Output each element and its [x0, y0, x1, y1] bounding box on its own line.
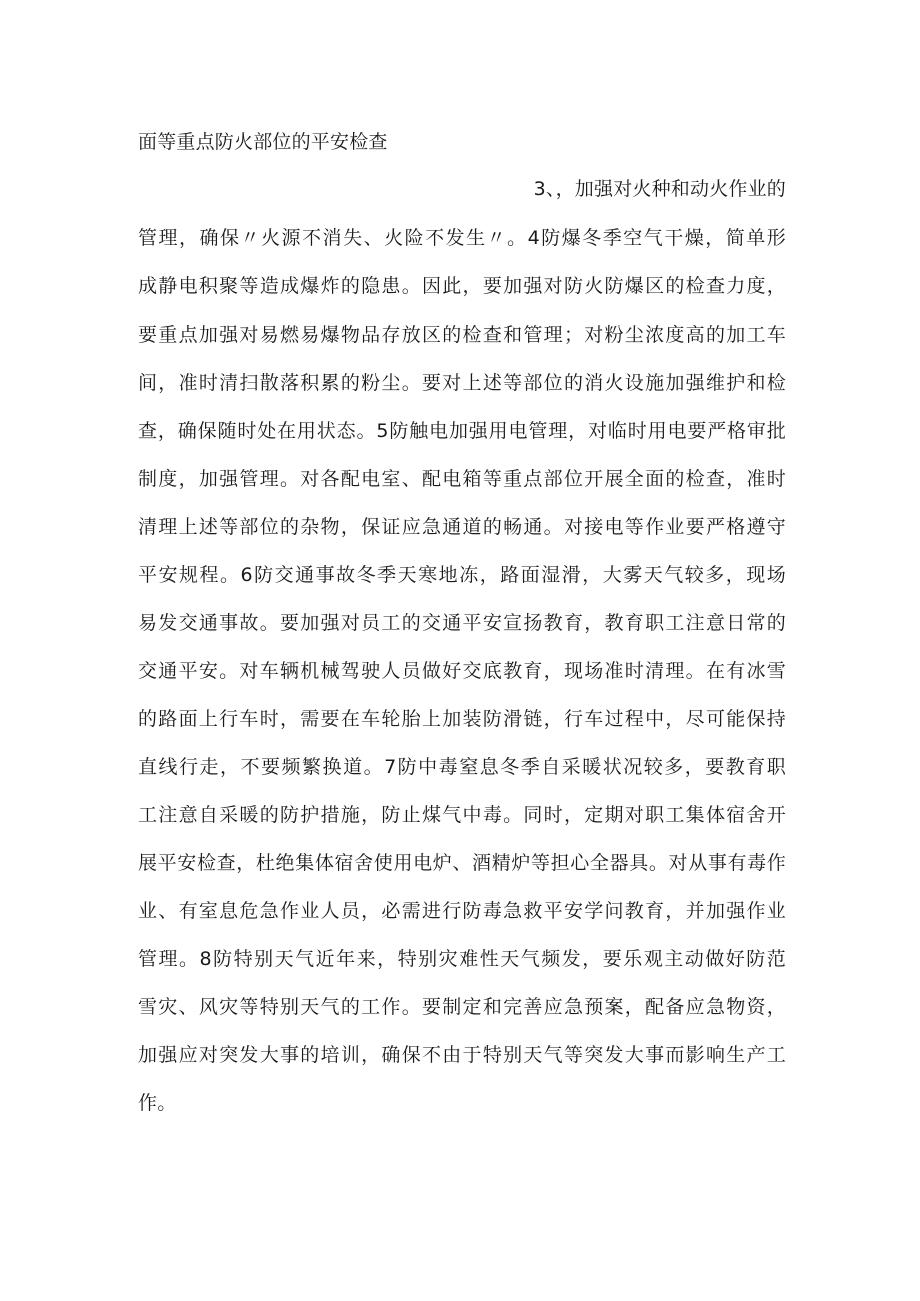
text-line-2: 3、，加强对火种和动火作业的 [533, 178, 786, 200]
text-line-19: 雪灾、风灾等特别天气的工作。要制定和完善应急预案，配备应急物资， [138, 996, 786, 1018]
text-line-4: 成静电积聚等造成爆炸的隐患。因此，要加强对防火防爆区的检查力度， [138, 275, 786, 297]
text-line-20: 加强应对突发大事的培训，确保不由于特别天气等突发大事而影响生产工 [138, 1044, 786, 1066]
text-line-18: 管理。8防特别天气近年来，特别灾难性天气频发，要乐观主动做好防范 [138, 948, 786, 970]
text-line-10: 平安规程。6防交通事故冬季天寒地冻，路面湿滑，大雾天气较多，现场 [138, 564, 786, 586]
text-line-11: 易发交通事故。要加强对员工的交通平安宣扬教育，教育职工注意日常的 [138, 612, 786, 634]
text-line-3: 管理，确保〃火源不消失、火险不发生〃。4防爆冬季空气干燥，简单形 [138, 227, 786, 249]
text-line-21: 作。 [138, 1092, 177, 1114]
text-line-12: 交通平安。对车辆机械驾驶人员做好交底教育，现场准时清理。在有冰雪 [138, 660, 786, 682]
text-line-5: 要重点加强对易燃易爆物品存放区的检查和管理；对粉尘浓度高的加工车 [138, 324, 786, 346]
text-line-1: 面等重点防火部位的平安检查 [138, 131, 388, 153]
text-line-9: 清理上述等部位的杂物，保证应急通道的畅通。对接电等作业要严格遵守 [138, 516, 786, 538]
text-line-17: 业、有室息危急作业人员，必需进行防毒急救平安学问教育，并加强作业 [138, 900, 786, 922]
text-line-13: 的路面上行车时，需要在车轮胎上加装防滑链，行车过程中，尽可能保持 [138, 708, 786, 730]
text-line-6: 间，准时清扫散落积累的粉尘。要对上述等部位的消火设施加强维护和检 [138, 372, 786, 394]
text-line-15: 工注意自采暖的防护措施，防止煤气中毒。同时，定期对职工集体宿舍开 [138, 804, 786, 826]
text-line-8: 制度，加强管理。对各配电室、配电箱等重点部位开展全面的检查，准时 [138, 468, 786, 490]
text-line-14: 直线行走，不要频繁换道。7防中毒窒息冬季自采暖状况较多，要教育职 [138, 756, 786, 778]
text-line-7: 查，确保随时处在用状态。5防触电加强用电管理，对临时用电要严格审批 [138, 420, 786, 442]
text-line-16: 展平安检查，杜绝集体宿舍使用电炉、酒精炉等担心全器具。对从事有毒作 [138, 852, 786, 874]
